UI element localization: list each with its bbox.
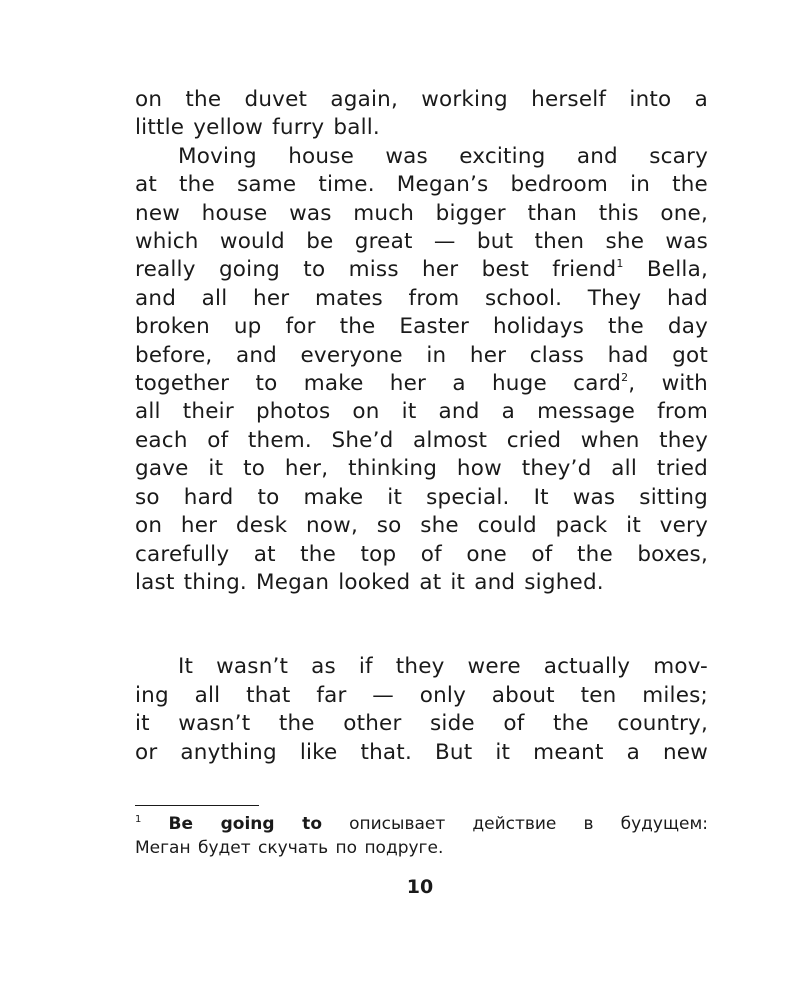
- text-line: on her desk now, so she could pack it very: [135, 513, 708, 539]
- section-break: [135, 597, 708, 653]
- footnote-1: [135, 812, 708, 860]
- footnote-line: Меган будет скучать по подруге.: [135, 838, 444, 858]
- text-line: ing all that far — only about ten miles;: [135, 682, 708, 708]
- text-line: and all her mates from school. They had: [135, 285, 708, 311]
- text-line: which would be great — but then she was: [135, 229, 708, 255]
- paragraph-3: [135, 653, 708, 767]
- text-line: on the duvet again, working herself into a: [135, 87, 708, 112]
- text-line: all their photos on it and a message from: [135, 399, 708, 425]
- text-line: or anything like that. But it meant a new: [135, 739, 708, 765]
- text-line: carefully at the top of one of the boxes,: [135, 541, 708, 567]
- paragraph-1: [135, 86, 708, 143]
- text-line-with-footnote: [135, 370, 708, 398]
- text-line: gave it to her, thinking how they’d all tried: [135, 456, 708, 482]
- footnote-text: описывает действие в будущем:: [322, 814, 709, 834]
- footnote-divider: [135, 805, 259, 806]
- footnote-number: 1: [135, 814, 142, 825]
- body-text: [135, 86, 708, 767]
- text-line: it wasn’t the other side of the country,: [135, 711, 708, 737]
- text-line: broken up for the Easter holidays the day: [135, 314, 708, 340]
- text-line-with-footnote: [135, 256, 708, 284]
- footnote-marker: 2: [621, 371, 629, 385]
- text-fragment: Bella,: [623, 257, 708, 283]
- text-line: Moving house was exciting and scary: [178, 143, 708, 169]
- footnote-line: [135, 812, 708, 836]
- text-line: new house was much bigger than this one,: [135, 200, 708, 226]
- footnotes: [135, 805, 708, 860]
- footnote-term: Be going to: [168, 814, 322, 834]
- text-fragment: , with: [628, 371, 709, 397]
- page-content: [135, 86, 708, 767]
- text-fragment: really going to miss her best friend: [135, 257, 617, 283]
- text-line: each of them. She’d almost cried when they: [135, 427, 708, 453]
- text-line: It wasn’t as if they were actually mov-: [178, 654, 708, 680]
- page-number: 10: [406, 876, 434, 898]
- text-line: so hard to make it special. It was sitting: [135, 484, 708, 510]
- text-fragment: together to make her a huge card: [135, 371, 622, 397]
- text-line: little yellow furry ball.: [135, 115, 380, 141]
- text-line: at the same time. Megan’s bedroom in the: [135, 172, 708, 198]
- text-line: before, and everyone in her class had got: [135, 342, 708, 368]
- footnote-marker: 1: [616, 257, 624, 271]
- paragraph-2: [135, 143, 708, 598]
- text-line: last thing. Megan looked at it and sighed.: [135, 569, 604, 595]
